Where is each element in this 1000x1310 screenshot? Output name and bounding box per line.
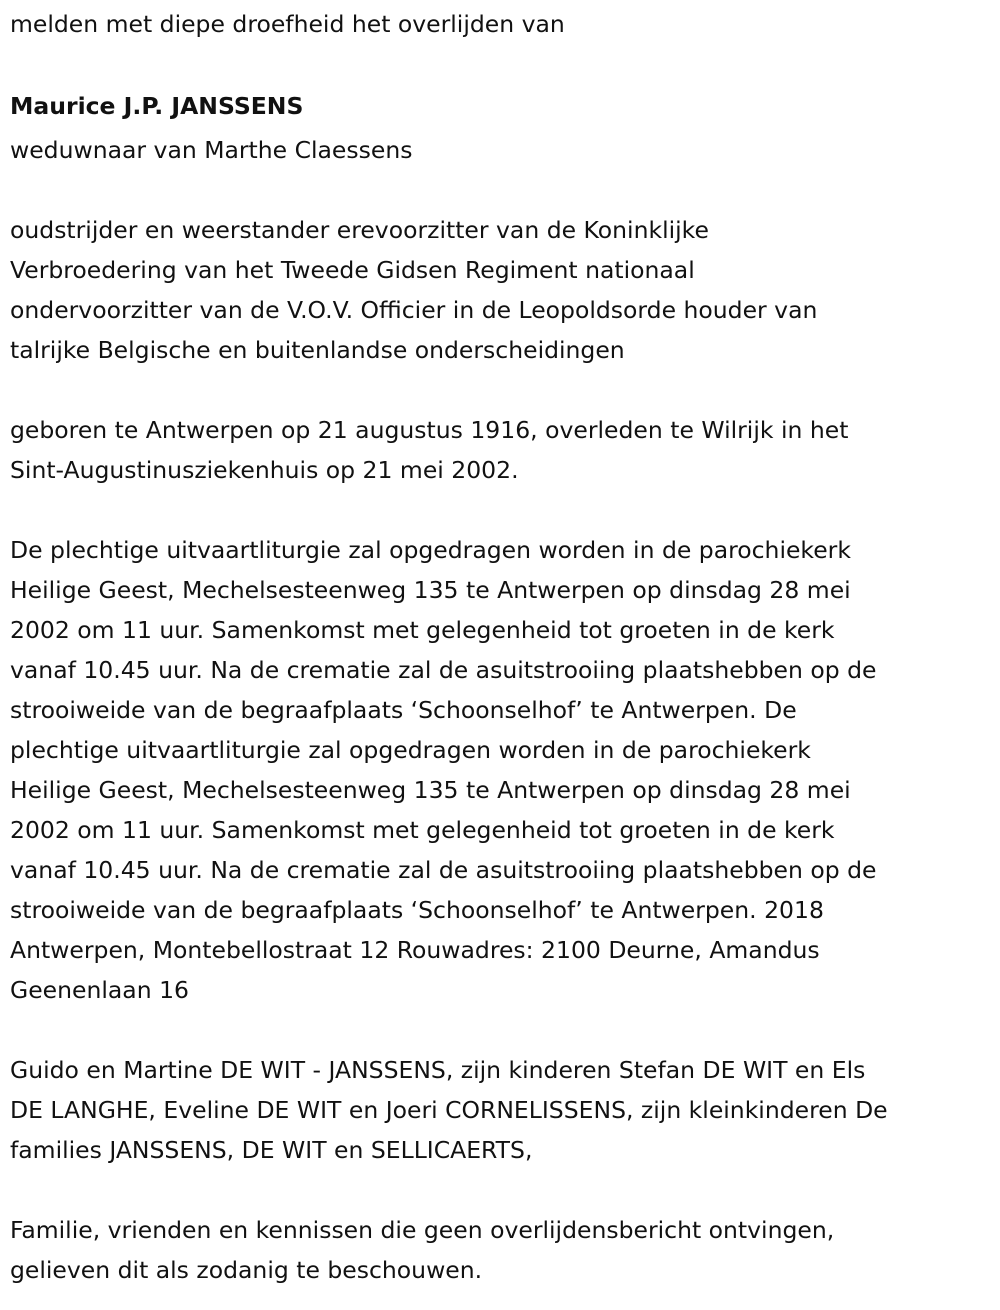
text-line: strooiweide van de begraafplaats ‘Schoonselhof’ te Antwerpen. De (10, 696, 797, 724)
spouse-line: weduwnaar van Marthe Claessens (10, 136, 413, 164)
paragraph (10, 1050, 888, 1170)
text-line: 2002 om 11 uur. Samenkomst met gelegenheid tot groeten in de kerk (10, 816, 835, 844)
text-line: 2002 om 11 uur. Samenkomst met gelegenheid tot groeten in de kerk (10, 616, 835, 644)
text-line: ondervoorzitter van de V.O.V. Officier in de Leopoldsorde houder van (10, 296, 818, 324)
text-line: oudstrijder en weerstander erevoorzitter van de Koninklijke (10, 216, 709, 244)
paragraph (10, 1210, 888, 1290)
paragraph-gap (10, 370, 888, 410)
text-line: Geenenlaan 16 (10, 976, 189, 1004)
paragraph (10, 410, 888, 490)
text-line: plechtige uitvaartliturgie zal opgedragen worden in de parochiekerk (10, 736, 811, 764)
text-line: Sint-Augustinusziekenhuis op 21 mei 2002. (10, 456, 519, 484)
paragraph-gap (10, 170, 888, 210)
paragraph (10, 530, 888, 1010)
intro-line: melden met diepe droefheid het overlijden van (10, 10, 565, 38)
text-line: talrijke Belgische en buitenlandse onderscheidingen (10, 336, 625, 364)
text-line: families JANSSENS, DE WIT en SELLICAERTS, (10, 1136, 533, 1164)
text-line: De plechtige uitvaartliturgie zal opgedragen worden in de parochiekerk (10, 536, 851, 564)
deceased-name: Maurice J.P. JANSSENS (10, 92, 304, 120)
text-line: Heilige Geest, Mechelsesteenweg 135 te Antwerpen op dinsdag 28 mei (10, 776, 851, 804)
text-line: DE LANGHE, Eveline DE WIT en Joeri CORNELISSENS, zijn kleinkinderen De (10, 1096, 888, 1124)
text-line: Antwerpen, Montebellostraat 12 Rouwadres: 2100 Deurne, Amandus (10, 936, 820, 964)
paragraph-gap (10, 1170, 888, 1210)
obituary-text (10, 4, 888, 1290)
text-line: strooiweide van de begraafplaats ‘Schoonselhof’ te Antwerpen. 2018 (10, 896, 824, 924)
text-line: geboren te Antwerpen op 21 augustus 1916, overleden te Wilrijk in het (10, 416, 849, 444)
text-line: Verbroedering van het Tweede Gidsen Regiment nationaal (10, 256, 695, 284)
paragraphs (10, 170, 888, 1290)
paragraph-gap (10, 490, 888, 530)
paragraph (10, 210, 888, 370)
text-line: vanaf 10.45 uur. Na de crematie zal de asuitstrooiing plaatshebben op de (10, 656, 877, 684)
paragraph-gap (10, 44, 888, 84)
text-line: Heilige Geest, Mechelsesteenweg 135 te Antwerpen op dinsdag 28 mei (10, 576, 851, 604)
text-line: gelieven dit als zodanig te beschouwen. (10, 1256, 483, 1284)
text-line: vanaf 10.45 uur. Na de crematie zal de asuitstrooiing plaatshebben op de (10, 856, 877, 884)
paragraph-gap (10, 1010, 888, 1050)
text-line: Guido en Martine DE WIT - JANSSENS, zijn kinderen Stefan DE WIT en Els (10, 1056, 866, 1084)
text-line: Familie, vrienden en kennissen die geen overlijdensbericht ontvingen, (10, 1216, 835, 1244)
